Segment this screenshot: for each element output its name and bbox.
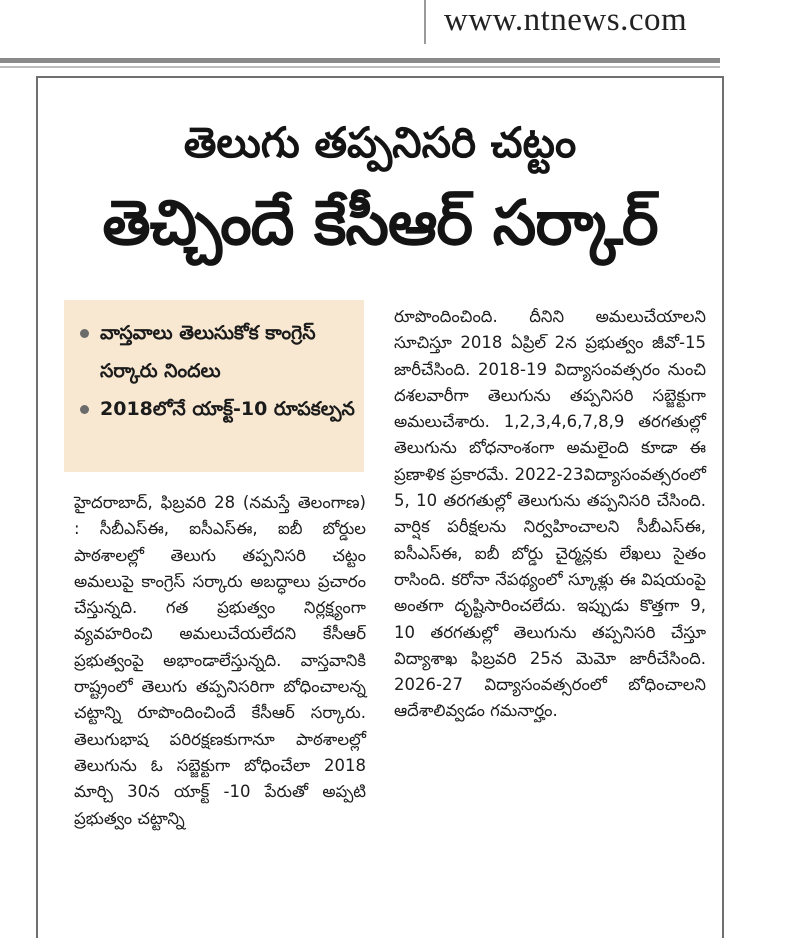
site-url[interactable]: www.ntnews.com bbox=[444, 2, 688, 38]
site-header bbox=[0, 0, 800, 48]
highlight-item bbox=[78, 390, 364, 428]
headline-line-2: తెచ్చిందే కేసీఆర్‌ సర్కార్‌ bbox=[102, 186, 658, 259]
header-rule bbox=[0, 58, 720, 63]
body-paragraph-right: రూపొందించింది. దీనిని అమలుచేయాలని సూచిస్తూ 2018 ఏప్రిల్‌ 2న ప్రభుత్వం జీవో-15 జారీచేసింది. 2018-19 విద్యాసంవత్సరం నుంచి దశలవారీగా తెలుగును తప్పనిసరి సబ్జెక్టుగా అమలుచేశారు. 1,2,3,4,6,7,8,9 తరగతుల్లో తెలుగును బోధనాంశంగా అమలైంది కూడా ఈ ప్రణాళిక ప్రకారమే. 2022-23విద్యాసంవత్సరంలో 5, 10 తరగతుల్లో తెలుగును తప్పనిసరి చేసింది. వార్షిక పరీక్షలను నిర్వహించాలని సీబీఎస్‌ఈ, ఐసీఎస్‌ఈ, ఐబీ బోర్డు చైర్మన్లకు లేఖలు సైతం రాసింది. కరోనా నేపథ్యంలో స్కూళ్లు ఈ విషయంపై అంతగా దృష్టిసారించలేదు. ఇప్పుడు కొత్తగా 9, 10 తరగతుల్లో తెలుగును తప్పనిసరి చేస్తూ విద్యాశాఖ ఫిబ్రవరి 25న మెమో జారీచేసింది. 2026-27 విద్యాసంవత్సరంలో బోధించాలని ఆదేశాలివ్వడం గమనార్హం. bbox=[394, 307, 706, 721]
article-column-left bbox=[74, 490, 366, 832]
article-frame bbox=[36, 76, 724, 938]
highlight-item bbox=[78, 314, 364, 390]
highlights-box bbox=[64, 300, 364, 472]
header-rule-thin bbox=[0, 66, 720, 68]
bullet-icon bbox=[80, 329, 89, 338]
header-divider bbox=[424, 0, 426, 44]
highlight-text: వాస్తవాలు తెలుసుకోక కాంగ్రెస్‌ సర్కారు నిందలు bbox=[100, 322, 316, 382]
highlights-list bbox=[64, 300, 364, 428]
article-column-right bbox=[394, 304, 706, 725]
bullet-icon bbox=[80, 405, 89, 414]
headline-line-1: తెలుగు తప్పనిసరి చట్టం bbox=[183, 118, 577, 167]
body-paragraph-left: హైదరాబాద్‌, ఫిబ్రవరి 28 (నమస్తే తెలంగాణ) : సీబీఎస్‌ఈ, ఐసీఎస్‌ఈ, ఐబీ బోర్డుల పాఠశాలల్లో తెలుగు తప్పనిసరి చట్టం అమలుపై కాంగ్రెస్‌ సర్కారు అబద్ధాలు ప్రచారం చేస్తున్నది. గత ప్రభుత్వం నిర్లక్ష్యంగా వ్యవహరించి అమలుచేయలేదని కేసీఆర్‌ ప్రభుత్వంపై అభాండాలేస్తున్నది. వాస్తవానికి రాష్ట్రంలో తెలుగు తప్పనిసరిగా బోధించాలన్న చట్టాన్ని రూపొందించిందే కేసీఆర్‌ సర్కారు. తెలుగుభాష పరిరక్షణకుగానూ పాఠశాలల్లో తెలుగును ఓ సబ్జెక్టుగా బోధించేలా 2018 మార్చి 30న యాక్ట్‌ -10 పేరుతో అప్పటి ప్రభుత్వం చట్టాన్ని bbox=[74, 493, 366, 828]
highlight-text: 2018లోనే యాక్ట్‌-10 రూపకల్పన bbox=[100, 398, 355, 420]
